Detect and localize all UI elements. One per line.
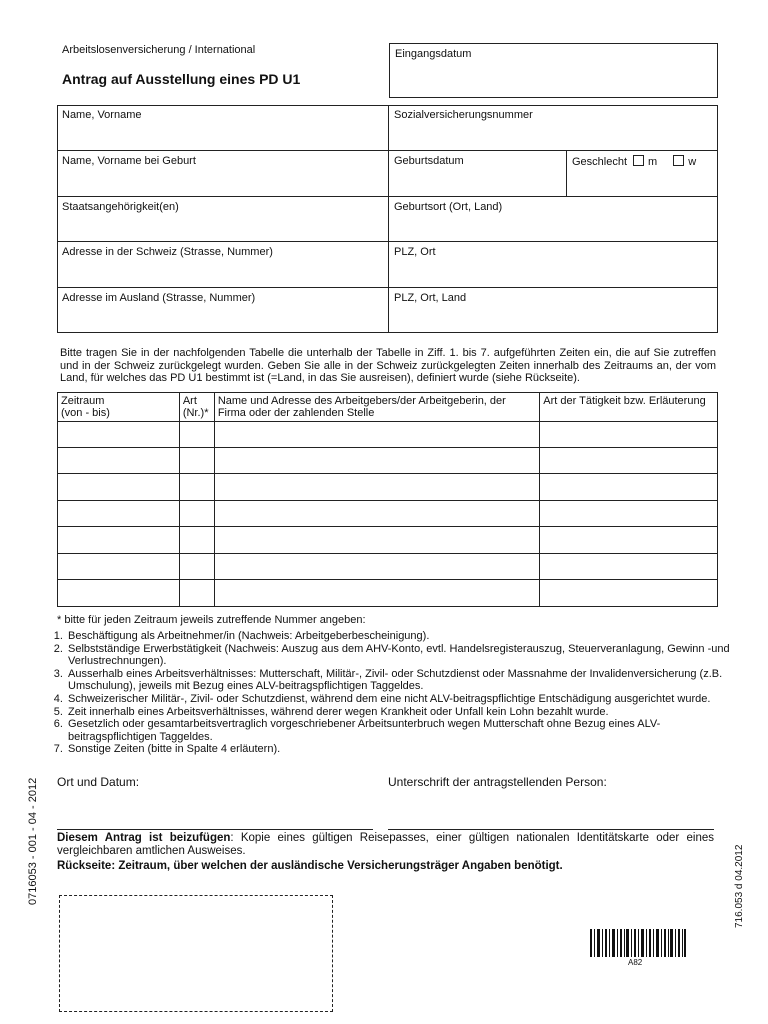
ssn-input[interactable] [392,123,715,147]
list-item: 1. Beschäftigung als Arbeitnehmer/in (Nachweis: Arbeitgeberbescheinigung). [66,630,730,643]
zip-abroad-field[interactable] [389,288,718,333]
zip-abroad-label: PLZ, Ort, Land [394,292,467,304]
birth-name-field[interactable] [57,151,388,196]
birth-date-field[interactable] [389,151,566,196]
form-code-right: 716.053 d 04.2012 [734,844,745,928]
nationality-field[interactable] [57,197,388,241]
name-label: Name, Vorname [62,109,142,121]
table-row[interactable] [58,501,718,527]
place-date-line[interactable] [57,829,373,830]
gender-group [572,155,696,169]
employer-header: Name und Adresse des Arbeitgebers/der Arbeitgeberin, der Firma oder der zahlenden Stelle [214,393,539,422]
table-row[interactable] [58,580,718,607]
signature-label: Unterschrift der antragstellenden Person: [388,775,607,789]
address-abroad-label: Adresse im Ausland (Strasse, Nummer) [62,292,256,304]
birth-place-field[interactable] [389,197,718,241]
receipt-date-label: Eingangsdatum [395,48,472,60]
place-date-label: Ort und Datum: [57,775,140,789]
address-ch-label: Adresse in der Schweiz (Strasse, Nummer) [62,246,273,258]
name-input[interactable] [60,123,385,147]
birth-place-label: Geburtsort (Ort, Land) [394,201,503,213]
ssn-field[interactable] [389,105,718,150]
zip-ch-label: PLZ, Ort [394,246,436,258]
type-header: Art (Nr.)* [179,393,214,422]
list-item: 3. Ausserhalb eines Arbeitsverhältnisses: Mutterschaft, Militär-, Zivil- oder Schutzdienst oder Massnahme der Invalidenversicherung (z.B. Umschulung), jeweils mit Bezug eines ALV-beitragspflichtigen Taggeldes. [66,668,730,693]
table-row[interactable] [58,527,718,554]
birth-date-label: Geburtsdatum [394,155,464,167]
attachment-note: Diesem Antrag ist beizufügen: Kopie eines gültigen Reisepasses, einer gültigen nationalen Identitätskarte oder eines vergleichbaren amtlichen Ausweises. [57,832,714,857]
period-header: Zeitraum (von - bis) [58,393,180,422]
signature-line[interactable] [388,829,714,830]
barcode-icon [590,929,686,957]
list-item: 4. Schweizerischer Militär-, Zivil- oder Schutzdienst, während dem eine nicht ALV-beitragspflichtige Entschädigung ausgerichtet wurde. [66,693,730,706]
footnote: * bitte für jeden Zeitraum jeweils zutreffende Nummer angeben: [57,614,366,626]
activity-header: Art der Tätigkeit bzw. Erläuterung [540,393,718,422]
form-code-left: 0716053 - 001 - 04 - 2012 [27,777,39,905]
receipt-date-box [389,43,718,98]
zip-abroad-input[interactable] [392,306,715,330]
birth-date-input[interactable] [392,169,563,193]
nationality-label: Staatsangehörigkeit(en) [62,201,179,213]
notes-list [48,630,730,756]
stamp-box [59,895,333,1012]
address-ch-field[interactable] [57,242,388,287]
barcode [590,929,686,957]
gender-m-checkbox[interactable] [633,155,644,166]
form-title: Antrag auf Ausstellung eines PD U1 [62,71,301,87]
address-ch-input[interactable] [60,260,385,284]
list-item: 2. Selbstständige Erwerbstätigkeit (Nachweis: Auszug aus dem AHV-Konto, evtl. Handelsregisterauszug, Steuerveranlagung, Gewinn -und Verlustrechnungen). [66,643,730,668]
gender-field [567,151,718,196]
gender-w-label: w [688,156,697,168]
barcode-label: A82 [628,958,643,967]
zip-ch-field[interactable] [389,242,718,287]
department-label: Arbeitslosenversicherung / International [62,44,256,56]
name-field[interactable] [57,105,388,150]
instructions-text: Bitte tragen Sie in der nachfolgenden Tabelle die unterhalb der Tabelle in Ziff. 1. bis 7. aufgeführten Zeiten ein, die auf Sie zutreffen und in der Schweiz zurückgelegt wurden. Geben Sie alle in der Schweiz zurückgelegten Zeiten innerhalb des Zeitraums an, der vom Land, für welches das PD U1 bestimmt ist (=Land, in das Sie ausreisen), definiert wurde (siehe Rückseite). [60,347,716,385]
list-item: 5. Zeit innerhalb eines Arbeitsverhältnisses, während derer wegen Krankheit oder Unfall kein Lohn bezahlt wurde. [66,706,730,719]
birth-name-label: Name, Vorname bei Geburt [62,155,196,167]
gender-w-checkbox[interactable] [673,155,684,166]
table-row[interactable] [58,554,718,580]
birth-name-input[interactable] [60,169,385,193]
periods-header-row [58,393,718,422]
list-item: 6. Gesetzlich oder gesamtarbeitsvertraglich vorgeschriebener Arbeitsunterbruch wegen Mutterschaft ohne Bezug eines ALV-beitragspflichtigen Taggeldes. [66,718,730,743]
nationality-input[interactable] [60,214,385,238]
back-note: Rückseite: Zeitraum, über welchen der ausländische Versicherungsträger Angaben benötigt. [57,860,563,872]
table-row[interactable] [58,474,718,501]
address-abroad-input[interactable] [60,306,385,330]
ssn-label: Sozialversicherungsnummer [394,109,533,121]
list-item: 7. Sonstige Zeiten (bitte in Spalte 4 erläutern). [66,743,730,756]
gender-label: Geschlecht [572,156,628,168]
gender-m-label: m [648,156,658,168]
birth-place-input[interactable] [392,214,715,238]
table-row[interactable] [58,422,718,448]
zip-ch-input[interactable] [392,260,715,284]
periods-table [57,392,718,607]
table-row[interactable] [58,448,718,474]
address-abroad-field[interactable] [57,288,388,333]
